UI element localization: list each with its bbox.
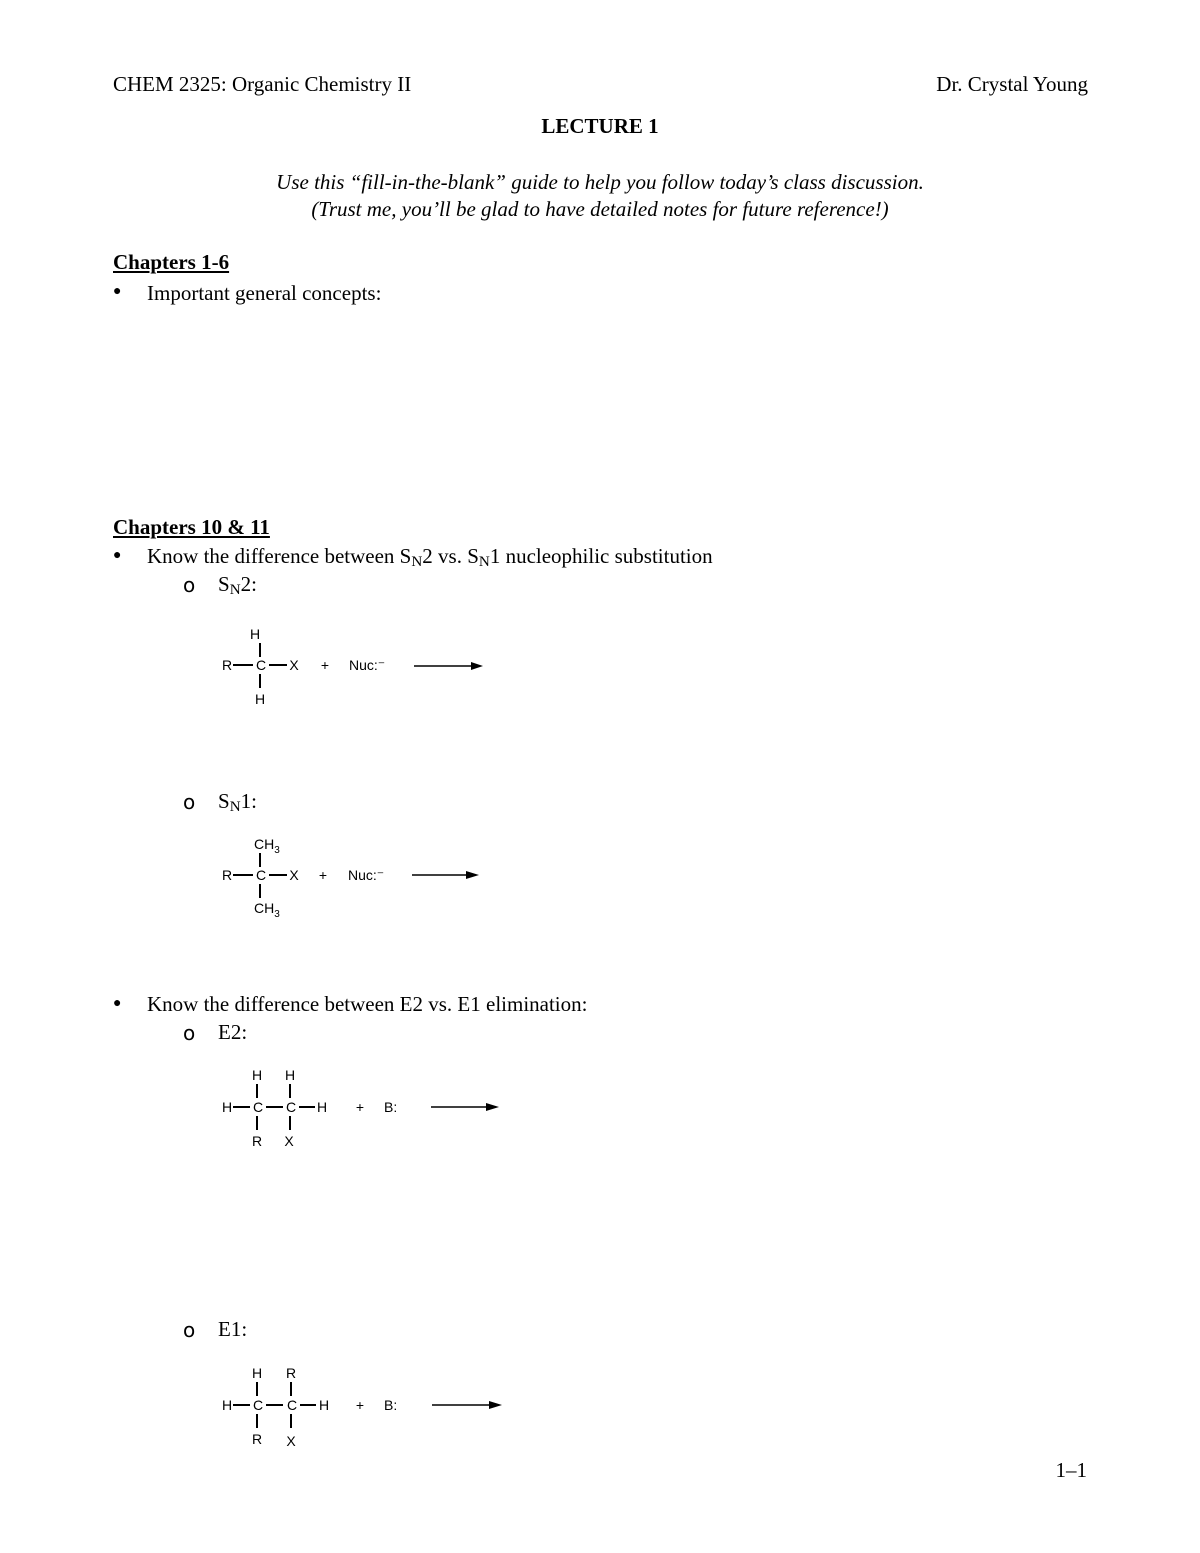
sn2-label: $S_N2$: xyxy=(218,572,257,599)
bullet-substitution-text: Know the difference between $S_N2$ vs. $S_N1$ nucleophilic substitution xyxy=(147,544,713,571)
bullet-icon: ● xyxy=(113,548,122,563)
sn1-bottom-group: $CH_3$ xyxy=(254,900,280,920)
bullet-substitution xyxy=(113,546,121,564)
bullet-general-concepts-text: Important general concepts: xyxy=(147,281,382,305)
page-number: 1–1 xyxy=(1055,1458,1087,1482)
e2-left-atom: H xyxy=(221,1099,233,1115)
sn2-reaction-diagram xyxy=(215,620,505,715)
e2-arrowhead xyxy=(486,1103,499,1111)
e1-c1-bottom-group: R xyxy=(251,1431,263,1447)
intro-line-2: (Trust me, you’ll be glad to have detailed notes for future reference!) xyxy=(311,197,889,221)
e1-arrowhead xyxy=(489,1401,502,1409)
intro-line-1: Use this “fill-in-the-blank” guide to help you follow today’s class discussion. xyxy=(276,170,924,194)
e2-carbon-1: C xyxy=(252,1099,264,1115)
instructor-name: Dr. Crystal Young xyxy=(936,72,1088,96)
sn2-arrowhead xyxy=(471,662,483,670)
bullet-icon: ● xyxy=(113,996,122,1011)
bullet-general-concepts xyxy=(113,282,121,300)
sn1-reaction-diagram xyxy=(215,830,505,925)
e2-c1-top-atom: H xyxy=(251,1067,263,1083)
course-title: CHEM 2325: Organic Chemistry II xyxy=(113,72,412,96)
e1-plus: + xyxy=(355,1397,365,1413)
e1-right-atom: H xyxy=(318,1397,330,1413)
e1-c1-top-atom: H xyxy=(251,1365,263,1381)
bullet-elimination xyxy=(113,994,121,1012)
sub-bullet-icon: o xyxy=(183,790,196,814)
sn1-label: $S_N1$: xyxy=(218,789,257,816)
e1-left-atom: H xyxy=(221,1397,233,1413)
e2-right-atom: H xyxy=(316,1099,328,1115)
e1-reaction-diagram xyxy=(215,1358,515,1453)
sn2-plus: + xyxy=(320,657,330,673)
page-title: LECTURE 1 xyxy=(541,114,659,138)
e1-label: E1: xyxy=(218,1317,248,1341)
e2-carbon-2: C xyxy=(285,1099,297,1115)
sn2-center-atom: C xyxy=(255,657,267,673)
sn2-top-atom: H xyxy=(249,626,261,642)
section-heading-chapters-1-6: Chapters 1-6 xyxy=(113,250,230,274)
e1-base: B: xyxy=(384,1397,398,1413)
sub-bullet-icon: o xyxy=(183,1021,196,1045)
sn1-arrowhead xyxy=(466,871,479,879)
sn1-plus: + xyxy=(318,867,328,883)
sn2-left-group: R xyxy=(221,657,233,673)
e2-c1-bottom-group: R xyxy=(251,1133,263,1149)
e2-base: B: xyxy=(384,1099,398,1115)
section-heading-chapters-10-11: Chapters 10 & 11 xyxy=(113,515,270,539)
bullet-elimination-text: Know the difference between E2 vs. E1 elimination: xyxy=(147,992,588,1016)
sn2-leaving-group: X xyxy=(289,657,299,673)
sn2-bottom-atom: H xyxy=(254,691,266,707)
sn1-nucleophile: Nuc:⁻ xyxy=(348,867,385,883)
sub-bullet-icon: o xyxy=(183,1318,196,1342)
bullet-icon: ● xyxy=(113,284,122,299)
sub-bullet-icon: o xyxy=(183,573,196,597)
e2-c2-top-atom: H xyxy=(284,1067,296,1083)
sn1-top-group: $CH_3$ xyxy=(254,836,280,856)
e1-leaving-group: X xyxy=(286,1433,296,1449)
sn1-center-atom: C xyxy=(255,867,267,883)
e1-carbon-1: C xyxy=(252,1397,264,1413)
e2-reaction-diagram xyxy=(215,1060,515,1155)
e1-c2-top-group: R xyxy=(285,1365,297,1381)
e2-leaving-group: X xyxy=(284,1133,294,1149)
sn1-left-group: R xyxy=(221,867,233,883)
e2-label: E2: xyxy=(218,1020,248,1044)
e2-plus: + xyxy=(355,1099,365,1115)
sn2-nucleophile: Nuc:⁻ xyxy=(349,657,386,673)
e1-carbon-2: C xyxy=(286,1397,298,1413)
sn1-leaving-group: X xyxy=(289,867,299,883)
